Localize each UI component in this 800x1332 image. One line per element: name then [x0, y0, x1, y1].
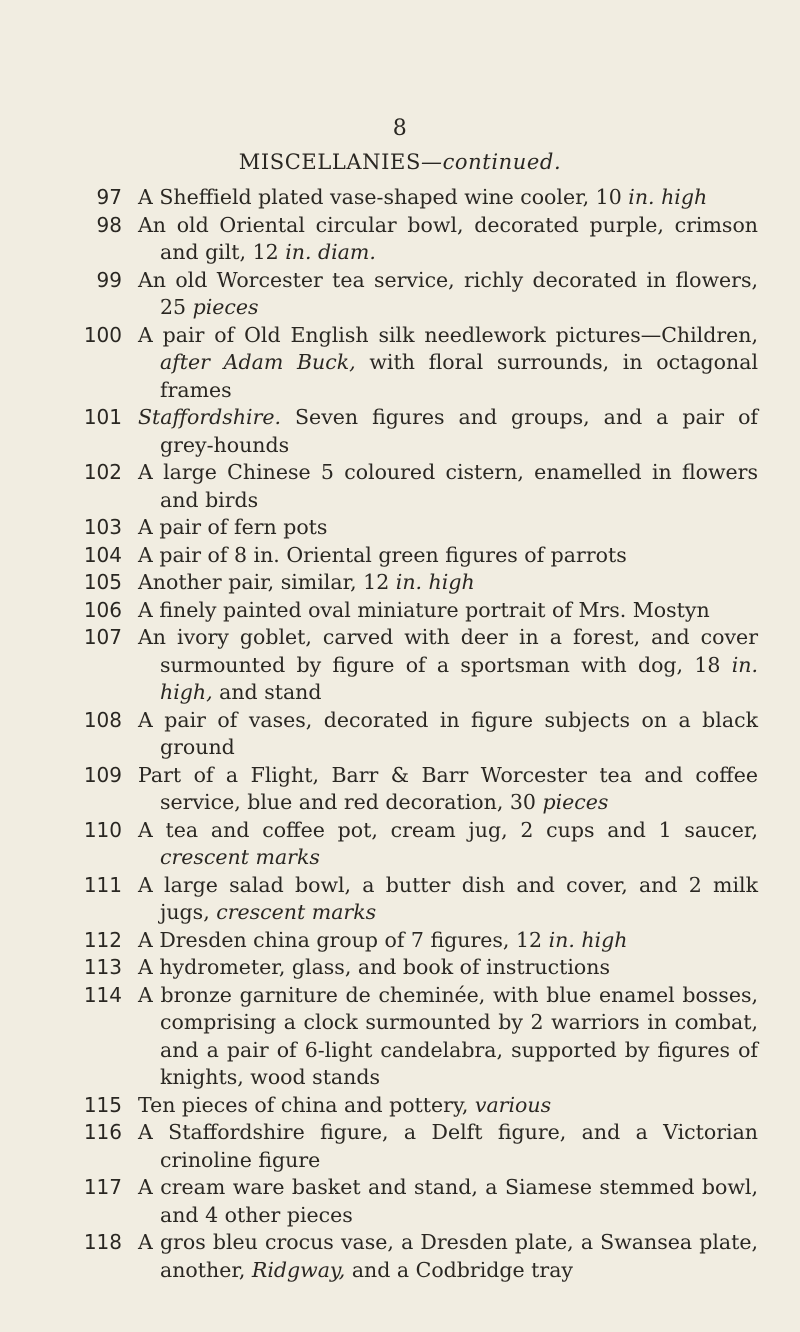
lot-entry: [0, 1229, 800, 1284]
lot-entry: [0, 597, 800, 625]
description-italic: in. high: [628, 185, 708, 209]
lot-description: [138, 927, 758, 955]
lot-number: 108: [83, 707, 122, 732]
description-italic: Ridgway,: [251, 1257, 346, 1282]
lot-entry: [0, 817, 800, 872]
lot-number: 116: [83, 1120, 122, 1144]
lot-entry: [0, 212, 800, 267]
lot-number: 117: [83, 1175, 122, 1199]
lot-entry: [0, 542, 800, 570]
lot-description: [138, 322, 758, 405]
description-text: A finely painted oval miniature portrait of Mrs. Mostyn: [138, 597, 710, 622]
description-italic: in. high: [548, 927, 628, 952]
description-italic: in. diam.: [285, 240, 376, 264]
lot-entry: [0, 762, 800, 817]
lot-entry: [0, 184, 800, 212]
lot-entry: [0, 954, 800, 982]
lot-entry: [0, 459, 800, 514]
description-text: A Sheffield plated vase-shaped wine cooler, 10: [138, 185, 629, 209]
description-text: A gros bleu crocus vase, a Dresden plate, a Swansea plate, another,: [138, 1230, 758, 1282]
lot-description: [138, 872, 758, 927]
lot-entry: [0, 1174, 800, 1229]
lot-entry: [0, 872, 800, 927]
lot-description: [138, 184, 758, 212]
description-text: A bronze garniture de cheminée, with blue enamel bosses, comprising a clock surmounted by 2 warriors in combat, and a pair of 6-light candelabra, supported by figures of knights, wood stands: [138, 982, 758, 1089]
lot-description: [138, 954, 758, 982]
description-italic: crescent marks: [216, 900, 377, 924]
heading-continued: —continued.: [420, 150, 562, 174]
lot-number: 109: [83, 762, 122, 787]
lot-description: [138, 624, 758, 707]
description-italic: various: [474, 1092, 552, 1117]
lot-number: 105: [83, 570, 122, 594]
description-text: An ivory goblet, carved with deer in a forest, and cover surmounted by figure of a sportsman with dog, 18: [138, 625, 758, 677]
lot-number: 118: [83, 1230, 122, 1254]
description-text: Another pair, similar, 12: [138, 570, 396, 594]
description-italic: pieces: [542, 790, 609, 814]
description-text: A pair of 8 in. Oriental green figures of parrots: [138, 542, 627, 567]
lot-entry: [0, 404, 800, 459]
description-text: and stand: [212, 680, 322, 704]
description-text: An old Oriental circular bowl, decorated purple, crimson and gilt, 12: [138, 212, 758, 264]
description-italic: crescent marks: [160, 845, 320, 869]
description-text: A large Chinese 5 coloured cistern, enamelled in flowers and birds: [138, 460, 758, 512]
lot-entry: [0, 1092, 800, 1120]
lot-entry: [0, 514, 800, 542]
section-heading: [0, 150, 800, 174]
description-text: An old Worcester tea service, richly decorated in flowers, 25: [138, 267, 758, 319]
description-text: A pair of fern pots: [138, 515, 328, 539]
lot-entry: [0, 322, 800, 405]
lot-number: 99: [96, 267, 122, 292]
page-number: 8: [392, 116, 408, 141]
lot-number: 110: [83, 817, 122, 842]
description-text: A Staffordshire figure, a Delft figure, and a Victorian crinoline figure: [138, 1120, 758, 1172]
description-text: Ten pieces of china and pottery,: [138, 1092, 475, 1117]
lot-description: [138, 982, 758, 1092]
lot-number: 100: [83, 322, 122, 347]
description-italic: after Adam Buck,: [160, 350, 356, 374]
lot-description: [138, 1092, 758, 1120]
description-text: with floral surrounds, in octagonal frames: [160, 350, 758, 402]
lot-description: [138, 267, 758, 322]
lot-description: [138, 762, 758, 817]
lot-number: 103: [83, 515, 122, 539]
lot-description: [138, 817, 758, 872]
lot-entry: [0, 267, 800, 322]
lot-description: [138, 542, 758, 570]
description-italic: Staffordshire.: [138, 405, 282, 429]
lot-description: [138, 1174, 758, 1229]
lot-number: 106: [83, 597, 122, 622]
description-text: A pair of vases, decorated in figure subjects on a black ground: [138, 707, 758, 759]
lot-description: [138, 212, 758, 267]
lot-entry: [0, 1119, 800, 1174]
lot-number: 101: [83, 405, 122, 429]
lot-number: 102: [83, 460, 122, 484]
lot-entry: [0, 569, 800, 597]
description-text: A tea and coffee pot, cream jug, 2 cups and 1 saucer,: [138, 817, 758, 842]
lot-number: 98: [96, 212, 122, 237]
lot-description: [138, 1119, 758, 1174]
lot-number: 112: [83, 927, 122, 952]
description-italic: pieces: [192, 295, 259, 319]
lot-number: 97: [96, 185, 122, 209]
description-text: and a Codbridge tray: [345, 1257, 573, 1282]
lot-number: 115: [83, 1092, 122, 1117]
lot-description: [138, 597, 758, 625]
lot-description: [138, 514, 758, 542]
heading-title: MISCELLANIES: [238, 150, 421, 174]
description-italic: in. high: [395, 570, 475, 594]
lot-number: 114: [83, 982, 122, 1007]
lot-description: [138, 569, 758, 597]
lot-number: 107: [83, 625, 122, 649]
lot-number: 104: [83, 542, 122, 567]
lot-description: [138, 1229, 758, 1284]
description-text: A Dresden china group of 7 figures, 12: [138, 927, 549, 952]
description-text: Seven figures and groups, and a pair of grey-hounds: [160, 405, 758, 457]
lot-entry: [0, 707, 800, 762]
lot-description: [138, 404, 758, 459]
description-text: A hydrometer, glass, and book of instructions: [138, 955, 610, 979]
lot-description: [138, 459, 758, 514]
catalogue-entries: [0, 184, 800, 1284]
lot-number: 111: [83, 872, 122, 897]
lot-description: [138, 707, 758, 762]
lot-entry: [0, 927, 800, 955]
lot-entry: [0, 624, 800, 707]
lot-number: 113: [83, 955, 122, 979]
description-text: Part of a Flight, Barr & Barr Worcester tea and coffee service, blue and red decoration, 30: [138, 762, 758, 814]
description-text: A cream ware basket and stand, a Siamese stemmed bowl, and 4 other pieces: [138, 1175, 758, 1227]
description-italic: in. high,: [160, 652, 758, 704]
description-text: A pair of Old English silk needlework pictures—Children,: [138, 322, 758, 347]
lot-entry: [0, 982, 800, 1092]
description-text: A large salad bowl, a butter dish and cover, and 2 milk jugs,: [138, 872, 758, 924]
